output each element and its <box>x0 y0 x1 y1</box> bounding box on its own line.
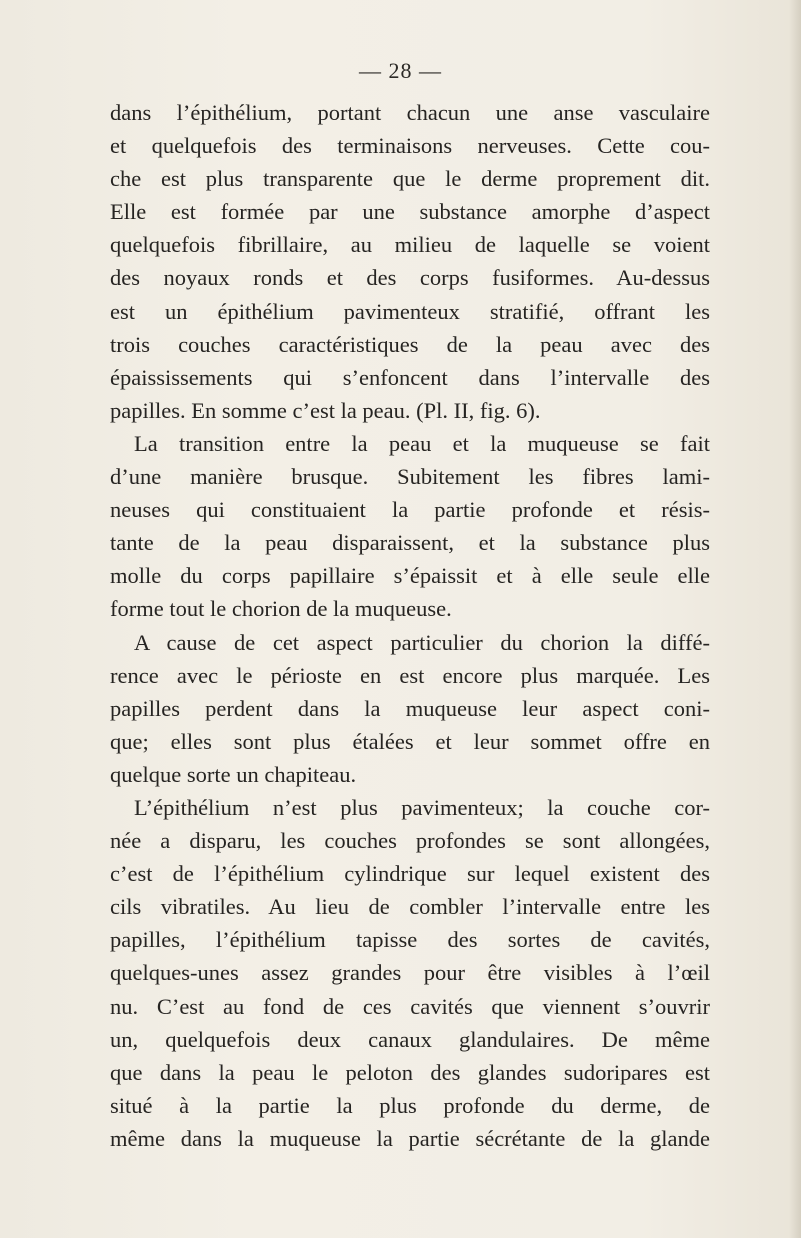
text-line: dans l’épithélium, portant chacun une anse vasculaire <box>110 100 710 125</box>
paragraph-start-line: La transition entre la peau et la muqueuse se fait <box>134 430 710 456</box>
text-line: situé à la partie la plus profonde du derme, de <box>110 1092 710 1118</box>
text-line: un, quelquefois deux canaux glandulaires. De même <box>110 1026 710 1052</box>
text-line: nu. C’est au fond de ces cavités que viennent s’ouvrir <box>110 993 710 1019</box>
text-line: même dans la muqueuse la partie sécrétante de la glande <box>110 1125 710 1151</box>
text-line: papilles perdent dans la muqueuse leur aspect coni- <box>110 695 710 721</box>
text-line: quelquefois fibrillaire, au milieu de laquelle se voient <box>110 232 710 258</box>
paragraph-start-line: L’épithélium n’est plus pavimenteux; la couche cor- <box>134 794 710 820</box>
text-line: papilles. En somme c’est la peau. (Pl. II, fig. 6). <box>110 397 541 423</box>
page-edge-shadow <box>789 0 801 1238</box>
text-line: quelque sorte un chapiteau. <box>110 761 357 787</box>
text-line: forme tout le chorion de la muqueuse. <box>110 596 452 622</box>
text-line: épaississements qui s’enfoncent dans l’intervalle des <box>110 364 710 390</box>
text-line: Elle est formée par une substance amorphe d’aspect <box>110 199 710 225</box>
text-line: que; elles sont plus étalées et leur sommet offre en <box>110 728 710 754</box>
text-line: que dans la peau le peloton des glandes sudoripares est <box>110 1059 710 1085</box>
text-line: trois couches caractéristiques de la peau avec des <box>110 331 710 357</box>
text-line: che est plus transparente que le derme proprement dit. <box>110 166 710 192</box>
text-line: des noyaux ronds et des corps fusiformes. Au-dessus <box>110 265 710 291</box>
text-line: tante de la peau disparaissent, et la substance plus <box>110 530 710 556</box>
text-line: neuses qui constituaient la partie profonde et résis- <box>110 497 710 523</box>
text-line: est un épithélium pavimenteux stratifié, offrant les <box>110 298 710 324</box>
text-line: cils vibratiles. Au lieu de combler l’intervalle entre les <box>110 894 710 920</box>
text-line: c’est de l’épithélium cylindrique sur lequel existent des <box>110 861 710 887</box>
text-line: molle du corps papillaire s’épaissit et à elle seule elle <box>110 563 710 589</box>
paragraph-start-line: A cause de cet aspect particulier du chorion la diffé- <box>134 629 710 655</box>
text-line: quelques-unes assez grandes pour être visibles à l’œil <box>110 960 710 986</box>
text-line: papilles, l’épithélium tapisse des sortes de cavités, <box>110 927 710 953</box>
body-text <box>110 96 710 1155</box>
text-line: d’une manière brusque. Subitement les fibres lami- <box>110 464 710 490</box>
page-number: — 28 — <box>359 58 442 83</box>
text-line: et quelquefois des terminaisons nerveuses. Cette cou- <box>110 133 710 159</box>
text-line: rence avec le périoste en est encore plus marquée. Les <box>110 662 710 688</box>
text-line: née a disparu, les couches profondes se sont allongées, <box>110 828 710 854</box>
